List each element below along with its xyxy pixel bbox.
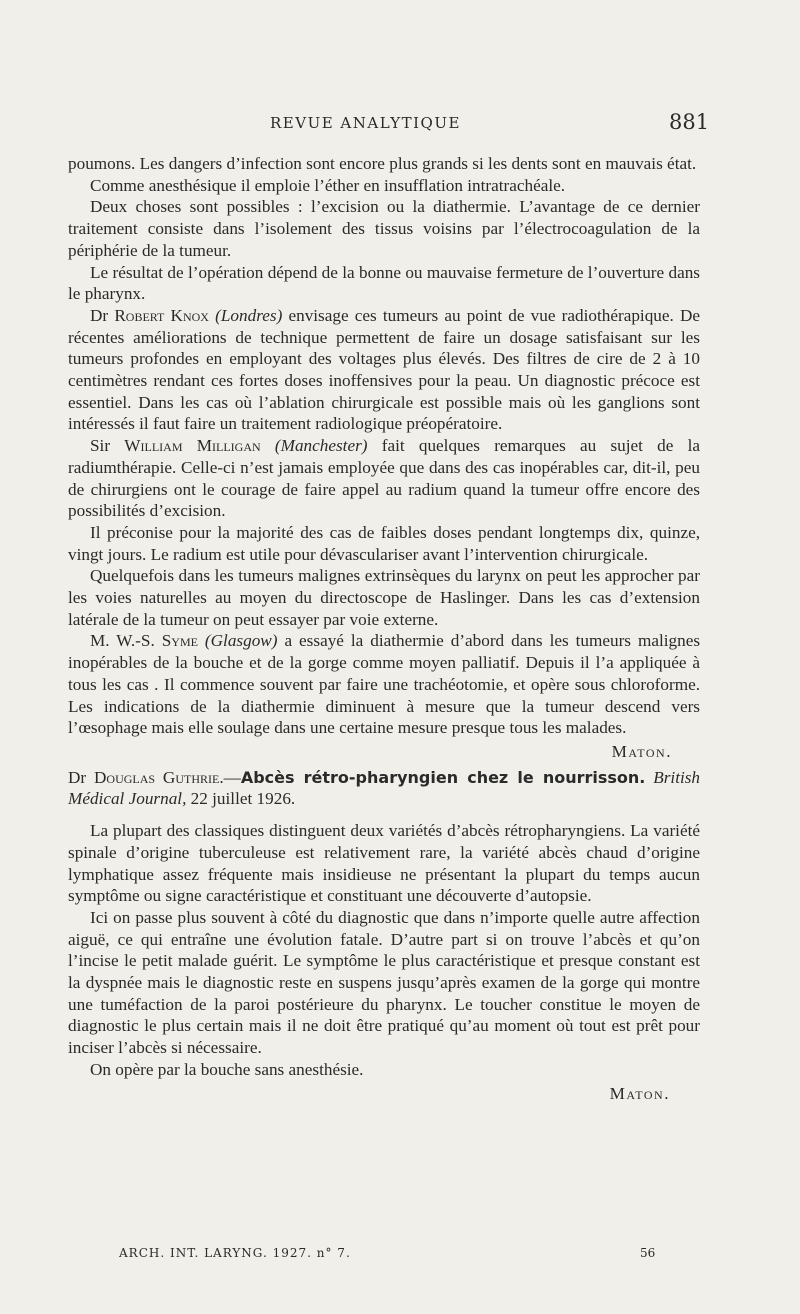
running-header bbox=[0, 110, 800, 136]
title-prefix: M. W.-S. bbox=[90, 631, 155, 651]
body-text bbox=[68, 153, 700, 1104]
paragraph: On opère par la bouche sans anesthésie. bbox=[90, 1059, 364, 1079]
paragraph: Ici on passe plus souvent à côté du diagnostic que dans n’importe quelle autre affection aiguë, ce qui entraîne une évolution fatale. D’autre part si on trouve l’abcès et qu’on l’incise le petit malade guérit. Le symptôme le plus caractéristique et presque constant est la dyspnée mais le diagnostic reste en suspens jusqu’après examen de la gorge qui montre une tuméfaction de la paroi postérieure du pharynx. Le toucher constitue le moyen de diagnostic le plus certain mais il ne doit être pratiqué qu’au moment où tout est prêt pour inciser l’abcès si nécessaire. bbox=[68, 907, 700, 1058]
paragraph: Comme anesthésique il emploie l’éther en insufflation intratrachéale. bbox=[90, 175, 566, 195]
paragraph-knox bbox=[68, 305, 700, 435]
article-author: Douglas Guthrie. bbox=[94, 767, 224, 787]
paragraph: Le résultat de l’opération dépend de la bonne ou mauvaise fermeture de l’ouverture dans le pharynx. bbox=[68, 262, 700, 304]
paragraph-text: fait quelques remarques au sujet de la radiumthérapie. Celle-ci n’est jamais employée que dans des cas inopérables car, dit-il, peu de chirurgiens ont le courage de faire appel au radium quand la tumeur offre encore des possibilités d’excision. bbox=[68, 436, 700, 521]
paragraph: poumons. Les dangers d’infection sont encore plus grands si les dents sont en mauvais état. bbox=[68, 154, 697, 173]
author-city: (Glasgow) bbox=[204, 631, 278, 651]
article-heading bbox=[68, 767, 700, 810]
page-footer bbox=[0, 1246, 800, 1266]
paragraph: Quelquefois dans les tumeurs malignes extrinsèques du larynx on peut les approcher par les voies naturelles au moyen du directoscope de Haslinger. Dans les cas d’extension latérale de la tumeur on peut essayer par voie externe. bbox=[68, 566, 700, 629]
author-name: William Milligan bbox=[124, 436, 261, 456]
page-number: 881 bbox=[669, 110, 710, 134]
paragraph: Il préconise pour la majorité des cas de faibles doses pendant longtemps dix, quinze, vingt jours. Le radium est utile pour dévasculariser avant l’intervention chirurgicale. bbox=[68, 522, 700, 564]
spacer bbox=[68, 810, 700, 820]
journal-name: British Médical Journal, bbox=[68, 767, 701, 809]
paragraph: Deux choses sont possibles : l’excision ou la diathermie. L’avantage de ce dernier traitement consiste dans l’isolement des tissus voisins par l’électrocoagulation de la périphérie de la tumeur. bbox=[68, 197, 700, 260]
signature: Maton. bbox=[611, 741, 672, 761]
running-title: REVUE ANALYTIQUE bbox=[270, 114, 461, 132]
author-name: Syme bbox=[161, 631, 198, 651]
author-name: Robert Knox bbox=[114, 305, 209, 325]
author-city: (Manchester) bbox=[274, 436, 368, 456]
paragraph-syme bbox=[68, 630, 700, 739]
paragraph-text: envisage ces tumeurs au point de vue radiothérapique. De récentes améliorations de technique permettent de faire un dosage satisfaisant sur les tumeurs profondes en employant des voltages plus élevés. Des filtres de cire de 2 à 10 centimètres rendant ces fortes doses inoffensives pour la peau. Un diagnostic précoce est essentiel. Dans les cas où l’ablation chirurgicale est possible mais où les ganglions sont intéressés il faut faire un traitement radiologique préopératoire. bbox=[68, 305, 701, 434]
title-prefix: Sir bbox=[90, 436, 111, 456]
paragraph: La plupart des classiques distinguent deux variétés d’abcès rétropharyngiens. La variété spinale d’origine tuberculeuse est relativement rare, la variété abcès chaud d’origine lymphatique assez fréquente mais insidieuse ne présentant la plupart du temps aucun symptôme ou signe caractéristique et constituant une découverte d’autopsie. bbox=[68, 821, 700, 906]
dash: — bbox=[223, 767, 241, 787]
title-prefix: Dr bbox=[90, 305, 109, 325]
article-title: Abcès rétro-pharyngien chez le nourrisson. bbox=[240, 767, 646, 787]
signature-mark: 56 bbox=[640, 1246, 656, 1260]
article-date: 22 juillet 1926. bbox=[190, 789, 296, 809]
signature: Maton. bbox=[609, 1083, 670, 1103]
paragraph-milligan bbox=[68, 435, 700, 522]
paragraph-text: a essayé la diathermie d’abord dans les tumeurs malignes inopérables de la bouche et de la gorge comme moyen palliatif. Depuis il l’a appliquée à tous les cas . Il commence souvent par faire une trachéotomie, et opère sous chloroforme. Les indications de la diathermie diminuent à mesure que la tumeur descend vers l’œsophage mais elle soulage dans une certaine mesure presque tous les malades. bbox=[68, 631, 701, 738]
journal-reference: ARCH. INT. LARYNG. 1927. n° 7. bbox=[119, 1246, 351, 1260]
author-city: (Londres) bbox=[215, 305, 283, 325]
title-prefix: Dr bbox=[68, 767, 87, 787]
